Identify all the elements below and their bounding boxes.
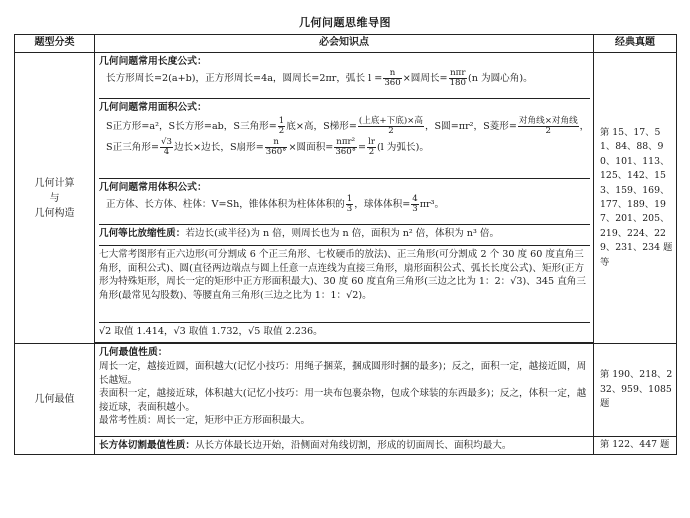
extreme-line-1: 周长一定，越接近圆，面积越大(记忆小技巧：用绳子捆菜，捆成圆形时捆的最多)；反之，面积一定，越接近圆，周长越短。 [99,360,587,386]
area-text-1b: 底×高，S梯形= [286,120,357,132]
volume-block [99,179,590,225]
arc-length-den: 180 [449,77,466,88]
perimeter-text-1: 长方形周长=2(a+b)，正方形周长=4a，圆周长=2πr，弧长 l = [106,72,383,84]
cone-num: 1 [346,193,353,204]
cuboid-label: 长方体切割最值性质： [99,439,195,451]
volume-formula [99,195,590,214]
cuboid-block [95,437,594,455]
shapes-block [99,246,590,323]
shapes-text: 七大常考图形有正六边形(可分割成 6 个正三角形、七枚硬币的放法)、正三角形(可分割成 2 个 30 度 60 度直角三角形，面积公式)、圆(直径两边端点与圆上任意一点连线为直接三角形，扇形面积公式、弧长长度公式)、矩形(正方形为特殊矩形，周长一定的矩形中正方形面积最大)、30 度 60 度直角三角形(三边之比为 1：2：√3)、345 直角三角形(最常见勾股数)、等腰直角三角形(三边之比为 1：1：√2)。 [99,249,586,301]
arc-length-num: nπr [450,67,466,78]
extreme-line-3: 最常考性质：周长一定，矩形中正方形面积最大。 [99,415,311,427]
category-geometry-line1: 几何计算 [34,177,75,189]
perimeter-text-2: ×圆周长= [402,72,448,84]
sphere-fraction [411,195,418,214]
triangle-fraction [278,117,285,136]
mind-map-table [14,34,677,455]
category-geometry-line2: 与 [49,192,60,204]
sector-2-num: nπr² [336,136,356,147]
perimeter-title: 几何问题常用长度公式： [99,56,207,67]
arc-length-fraction [449,69,467,88]
equilateral-num: √3 [161,136,172,147]
sector-fraction-1 [265,138,288,157]
area-text-2b: 边长×边长，S扇形= [173,141,264,153]
sector-fraction-2 [334,138,357,157]
geometry-knowledge [95,53,594,343]
equilateral-fraction [160,138,173,157]
area-text-1a: S正方形=a²，S长方形=ab，S三角形= [106,120,277,132]
header-type: 题型分类 [15,35,95,53]
arc-fraction-den: 360 [384,77,401,88]
cone-fraction [346,195,353,214]
scaling-block [99,225,590,246]
rhombus-den: 2 [545,125,552,136]
section-best-row-1 [15,344,677,437]
scaling-text: 若边长(或半径)为 n 倍，则周长也为 n 倍，面积为 n² 倍，体积为 n³ 倍。 [185,228,500,239]
header-classic: 经典真题 [594,35,677,53]
area-text-2c: ×圆面积= [288,141,334,153]
sector-3-den: 2 [368,146,375,157]
section-geometry-row [15,53,677,343]
category-best: 几何最值 [15,344,95,455]
section-best-row-2 [15,437,677,455]
sphere-num: 4 [412,193,418,204]
sector-fraction-3 [367,138,376,157]
area-text-2a: S正三角形= [106,141,159,153]
area-text-1d: ， [579,120,590,132]
geometry-exams: 第 15、17、51、84、88、90、101、113、125、142、153、159、169、177、189、197、201、205、219、224、229、231、234 题等 [594,53,677,344]
sphere-den: 3 [412,203,418,214]
sector-1-num: n [265,138,288,148]
trapezoid-den: 2 [388,125,394,136]
arc-fraction [383,69,401,88]
equilateral-den: 4 [163,146,170,157]
cone-den: 3 [346,203,353,214]
cuboid-text: 从长方体最长边开始，沿侧面对角线切割，形成的切面周长、面积均最大。 [194,439,512,451]
extreme-block [95,344,594,437]
best-exams-1: 第 190、218、232、959、1085 题 [594,344,677,437]
category-geometry [15,53,95,344]
header-row [15,35,677,53]
arc-fraction-num: n [383,69,401,79]
volume-title: 几何问题常用体积公式： [99,182,207,193]
volume-text-3: πr³。 [419,198,445,210]
area-formula-line1 [99,117,590,136]
perimeter-text-3: (n 为圆心角)。 [468,72,533,84]
extreme-inner [99,344,590,428]
rhombus-fraction [518,117,579,136]
document-title: 几何问题思维导图 [299,16,391,29]
scaling-label: 几何等比放缩性质： [99,228,186,239]
roots-text: √2 取值 1.414，√3 取值 1.732，√5 取值 2.236。 [99,326,323,337]
extreme-title: 几何最值性质： [99,347,168,358]
rhombus-num: 对角线×对角线 [518,115,578,126]
area-title: 几何问题常用面积公式： [99,102,207,113]
category-geometry-line3: 几何构造 [34,207,75,219]
area-text-2e: (l 为弧长)。 [376,141,429,153]
triangle-num: 1 [278,115,285,126]
sector-2-den: 360° [335,146,357,157]
header-knowledge: 必会知识点 [95,35,594,53]
area-block [99,99,590,179]
trapezoid-num: (上底+下底)×高 [358,115,423,126]
volume-text-1: 正方体、长方体、柱体：V=Sh，锥体体积为柱体体积的 [106,198,345,210]
area-formula-line2 [99,138,590,157]
perimeter-block [99,53,590,99]
sector-3-num: lr [368,136,375,147]
extreme-line-2: 表面积一定，越接近球，体积越大(记忆小技巧：用一块布包裹杂物，包成个球装的东西最多)；反之，体积一定，越接近球，表面积越小。 [99,388,587,413]
best-exams-2: 第 122、447 题 [594,437,677,455]
volume-text-2: ，球体体积= [354,198,411,210]
sector-1-den: 360° [265,146,287,157]
triangle-den: 2 [278,125,285,136]
area-text-2d: = [358,141,367,153]
roots-block [99,323,590,342]
area-text-1c: ，S圆=πr²，S菱形= [424,120,517,132]
perimeter-formula [99,69,590,88]
trapezoid-fraction [358,117,424,136]
